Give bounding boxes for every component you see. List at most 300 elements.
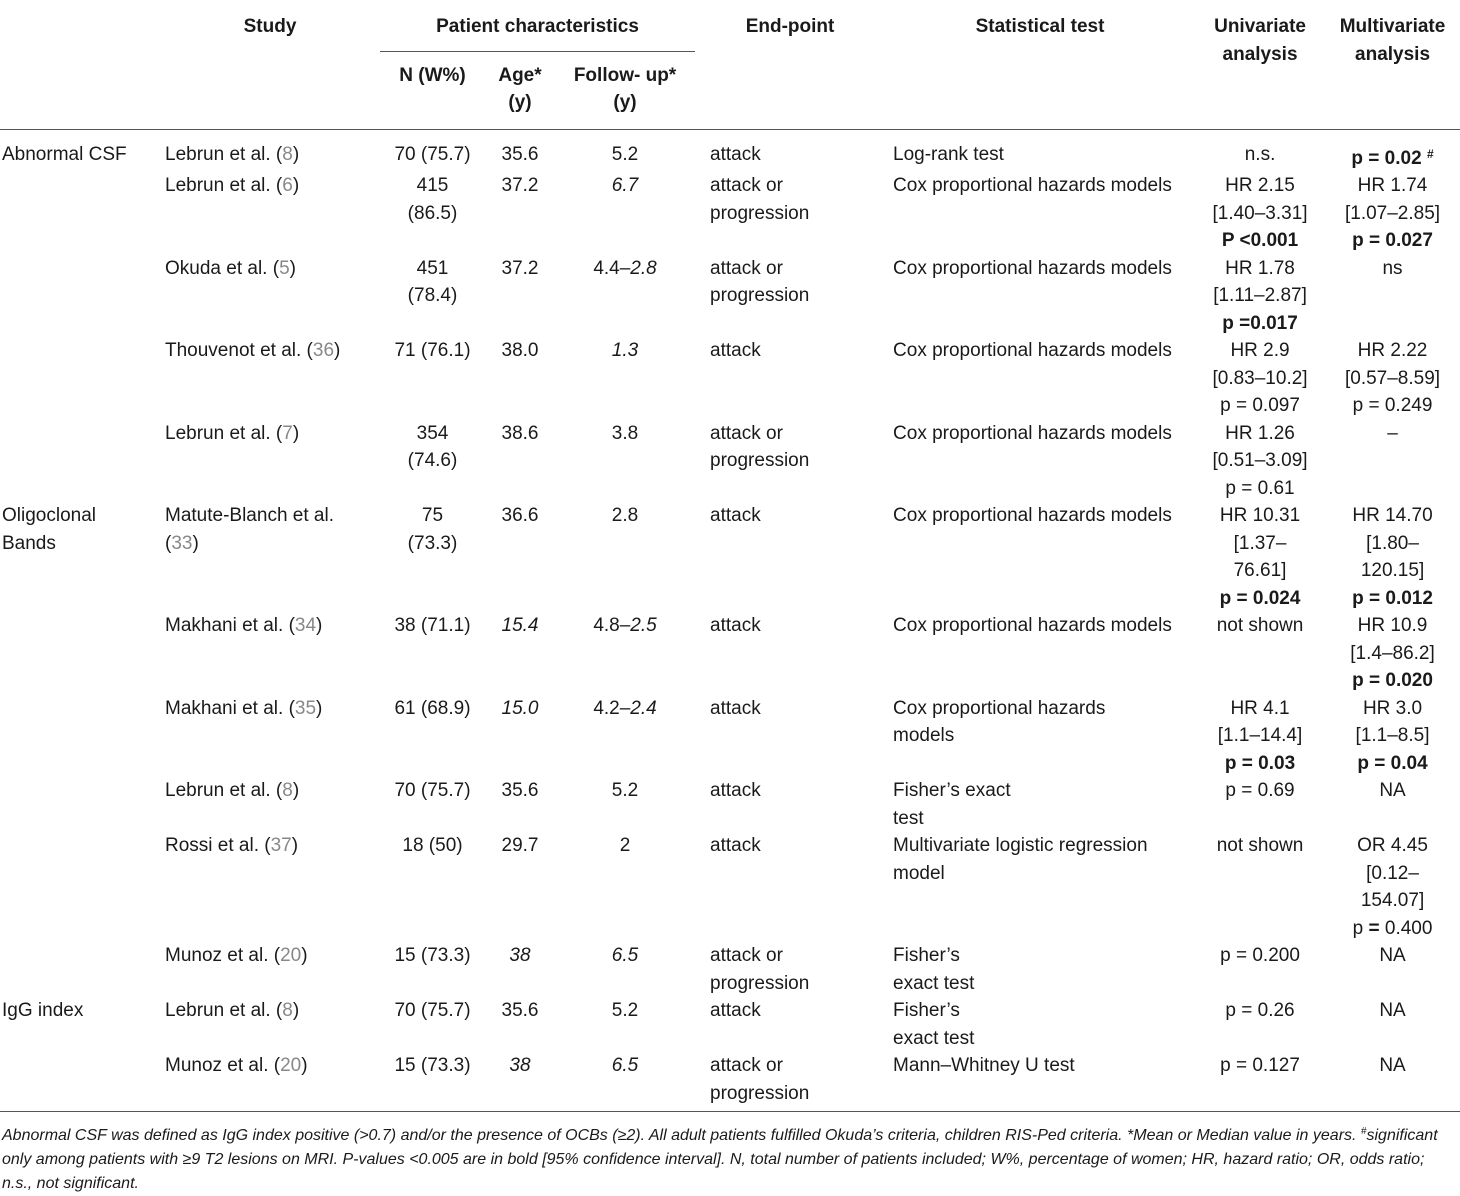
table-row	[0, 777, 1460, 832]
cell-line: Mann–Whitney U test	[893, 1055, 1075, 1076]
age-cell	[485, 1052, 555, 1112]
cell-line: HR 4.1	[1230, 697, 1290, 719]
study-name: Rossi et al. (	[165, 835, 271, 856]
multivariate-cell	[1325, 777, 1460, 832]
cell-line: progression	[710, 972, 810, 994]
cell-line: p = 0.012	[1352, 587, 1433, 609]
study-cell	[160, 777, 380, 832]
cell-line: progression	[710, 1082, 810, 1104]
follow-up-cell	[555, 502, 695, 612]
header-follow-up-unit: (y)	[613, 92, 637, 113]
univariate-cell	[1195, 777, 1325, 832]
cell-line: p = 0.200	[1220, 945, 1300, 966]
univariate-cell	[1195, 695, 1325, 778]
statistical-test-cell	[885, 1052, 1195, 1112]
follow-up-value	[555, 141, 695, 169]
statistical-test-cell	[885, 612, 1195, 695]
study-ref[interactable]: 33	[171, 532, 193, 554]
cell-line: Bands	[2, 532, 56, 554]
header-univariate-line1: Univariate	[1214, 16, 1306, 37]
footnote-part2: significant only among patients with ≥9 T2 lesions on MRI. P-values <0.005 are in bold [95% confidence interval]. N, total number of patients included; W%, percentage of women; HR, hazard ratio; OR, odds ratio; n.s., not significant.	[2, 1127, 1438, 1192]
table-row	[0, 942, 1460, 997]
study-ref-line	[165, 255, 380, 283]
statistical-test-cell	[885, 172, 1195, 255]
multi-value: HR 3.0	[1362, 697, 1423, 719]
cell-line: attack or	[710, 422, 783, 444]
cell-line: Cox proportional hazards models	[893, 340, 1172, 361]
cell-line	[1325, 1052, 1460, 1080]
cell-line: Oligoclonal	[2, 505, 96, 526]
cell-line: Log-rank test	[893, 143, 1004, 165]
study-ref[interactable]: 20	[280, 945, 302, 966]
study-ref[interactable]: 7	[282, 422, 293, 444]
cell-line	[1325, 997, 1460, 1025]
follow-up-a: 4.2–	[593, 697, 631, 719]
table-row	[0, 502, 1460, 612]
multi-value: NA	[1379, 780, 1406, 801]
study-paren-close: )	[292, 1000, 300, 1021]
table-body	[0, 129, 1460, 1112]
statistical-test-cell	[885, 695, 1195, 778]
univariate-cell	[1195, 420, 1325, 503]
univariate-cell	[1195, 337, 1325, 420]
cell-line: HR 10.31	[1219, 505, 1301, 526]
cell-line: [1.11–2.87]	[1213, 285, 1307, 306]
age-cell	[485, 420, 555, 503]
table-row	[0, 255, 1460, 338]
study-ref[interactable]: 36	[312, 340, 335, 361]
multi-value: ns	[1382, 257, 1403, 279]
cell-line: HR 1.78	[1225, 257, 1295, 279]
study-paren-close: )	[301, 1055, 308, 1076]
study-ref[interactable]: 8	[282, 780, 293, 801]
header-group	[0, 0, 160, 129]
follow-up-value	[555, 255, 695, 283]
multi-value: OR 4.45	[1357, 835, 1428, 856]
study-ref[interactable]: 37	[270, 835, 292, 856]
study-name: Lebrun et al. (	[165, 780, 283, 801]
end-point-cell	[695, 172, 885, 255]
header-patient-characteristics: Patient characteristics	[380, 0, 695, 51]
group-cell	[0, 129, 160, 172]
cell-line: 15 (73.3)	[394, 945, 471, 966]
age-cell	[485, 337, 555, 420]
study-ref[interactable]: 35	[294, 697, 317, 719]
age-cell	[485, 172, 555, 255]
cell-line: p = 0.249	[1352, 395, 1433, 416]
study-name: Lebrun et al. (	[165, 1000, 283, 1021]
study-paren-close: )	[291, 835, 299, 856]
cell-line: Cox proportional hazards models	[893, 175, 1172, 196]
header-study: Study	[160, 0, 380, 129]
cell-line: 451	[416, 257, 449, 279]
cell-line: [1.07–2.85]	[1344, 202, 1441, 224]
follow-up-b: 6.5	[611, 945, 639, 966]
age-cell	[485, 255, 555, 338]
age-value: 38.6	[501, 422, 539, 444]
follow-up-cell	[555, 129, 695, 172]
statistical-test-cell	[885, 337, 1195, 420]
multi-p-a: p	[1352, 917, 1369, 939]
univariate-cell	[1195, 942, 1325, 997]
study-ref[interactable]: 8	[282, 1000, 293, 1021]
study-cell	[160, 255, 380, 338]
age-value: 37.2	[501, 257, 539, 279]
group-cell	[0, 337, 160, 420]
multivariate-cell	[1325, 942, 1460, 997]
multi-sup: #	[1426, 146, 1434, 161]
age-value: 35.6	[501, 1000, 539, 1021]
n-cell	[380, 997, 485, 1052]
cell-line: attack	[710, 615, 761, 636]
univariate-cell	[1195, 255, 1325, 338]
multi-value: HR 1.74	[1357, 175, 1428, 196]
cell-line: progression	[710, 450, 810, 471]
cell-line	[1325, 502, 1460, 530]
cell-line: p =0.017	[1222, 312, 1298, 334]
cell-line: [0.57–8.59]	[1344, 367, 1441, 389]
header-age	[485, 51, 555, 129]
cell-line	[1325, 141, 1460, 173]
age-value: 35.6	[501, 780, 539, 801]
study-ref[interactable]: 20	[280, 1055, 302, 1076]
cell-line: p = 0.04	[1357, 752, 1428, 774]
statistical-test-cell	[885, 832, 1195, 942]
cell-line: Fisher’s	[893, 1000, 960, 1021]
table-row	[0, 997, 1460, 1052]
age-value: 36.6	[501, 505, 539, 526]
age-cell	[485, 695, 555, 778]
age-cell	[485, 777, 555, 832]
multivariate-cell	[1325, 502, 1460, 612]
follow-up-b: 1.3	[611, 340, 639, 361]
cell-line: 75	[421, 505, 444, 526]
study-ref-line	[165, 777, 380, 805]
group-cell	[0, 942, 160, 997]
table-row	[0, 612, 1460, 695]
follow-up-value	[555, 612, 695, 640]
statistical-test-cell	[885, 420, 1195, 503]
cell-line: 15 (73.3)	[394, 1055, 471, 1076]
group-cell	[0, 502, 160, 612]
study-cell	[160, 997, 380, 1052]
follow-up-a: 2.8	[611, 505, 639, 526]
follow-up-cell	[555, 420, 695, 503]
cell-line: Cox proportional hazards models	[893, 505, 1172, 526]
header-n-w: N (W%)	[380, 51, 485, 129]
cell-line	[1325, 255, 1460, 283]
follow-up-a: 5.2	[611, 143, 639, 165]
study-name: Lebrun et al. (	[165, 422, 283, 444]
multivariate-cell	[1325, 1052, 1460, 1112]
cell-line: Fisher’s exact	[893, 780, 1011, 801]
study-ref-line	[165, 1052, 380, 1080]
cell-line: models	[893, 725, 955, 746]
cell-line: HR 2.15	[1225, 175, 1295, 196]
multi-value: NA	[1379, 945, 1406, 966]
study-ref-line	[165, 832, 380, 860]
multivariate-cell	[1325, 612, 1460, 695]
follow-up-cell	[555, 942, 695, 997]
header-follow-up	[555, 51, 695, 129]
cell-line	[1325, 832, 1460, 860]
cell-line: HR 1.26	[1225, 422, 1295, 444]
study-paren-close: )	[301, 945, 308, 966]
cell-line: 76.61]	[1233, 560, 1287, 581]
header-univariate-line2: analysis	[1222, 43, 1298, 65]
cell-line: Cox proportional hazards	[893, 697, 1106, 719]
cell-line: 38 (71.1)	[394, 615, 471, 636]
follow-up-a: 4.4–	[593, 257, 631, 279]
table-row	[0, 832, 1460, 942]
end-point-cell	[695, 695, 885, 778]
end-point-cell	[695, 942, 885, 997]
study-paren-close: )	[292, 422, 300, 444]
n-cell	[380, 1052, 485, 1112]
group-cell	[0, 777, 160, 832]
age-cell	[485, 997, 555, 1052]
multivariate-cell	[1325, 337, 1460, 420]
follow-up-value	[555, 832, 695, 860]
n-cell	[380, 420, 485, 503]
cell-line: attack	[710, 697, 761, 719]
study-paren: (	[165, 532, 172, 554]
table-row	[0, 695, 1460, 778]
cell-line: n.s.	[1244, 143, 1276, 165]
cell-line: [0.83–10.2]	[1212, 367, 1308, 389]
cell-line: Fisher’s	[893, 945, 960, 966]
multi-value: –	[1387, 422, 1398, 444]
cell-line: p = 0.020	[1352, 670, 1433, 691]
cell-line: 70 (75.7)	[394, 780, 471, 801]
follow-up-cell	[555, 997, 695, 1052]
study-cell	[160, 420, 380, 503]
univariate-cell	[1195, 129, 1325, 172]
cell-line	[1325, 337, 1460, 365]
cell-line: Multivariate logistic regression	[893, 835, 1148, 856]
group-cell	[0, 997, 160, 1052]
header-multivariate	[1325, 0, 1460, 129]
age-cell	[485, 502, 555, 612]
cell-line: [0.51–3.09]	[1212, 450, 1308, 471]
cell-line	[1325, 777, 1460, 805]
follow-up-value	[555, 777, 695, 805]
study-ref[interactable]: 5	[279, 257, 290, 279]
end-point-cell	[695, 832, 885, 942]
cell-line: exact test	[893, 1027, 975, 1049]
study-name: Lebrun et al. (	[165, 143, 283, 165]
cell-line: not shown	[1216, 615, 1304, 636]
study-ref[interactable]: 6	[282, 175, 293, 196]
statistical-test-cell	[885, 777, 1195, 832]
cell-line: Cox proportional hazards models	[893, 257, 1172, 279]
study-ref-line	[165, 942, 380, 970]
cell-line: [1.1–14.4]	[1217, 725, 1303, 746]
end-point-cell	[695, 777, 885, 832]
study-cell	[160, 129, 380, 172]
end-point-cell	[695, 337, 885, 420]
study-name: Thouvenot et al. (	[165, 340, 313, 361]
cell-line: HR 2.9	[1230, 340, 1290, 361]
follow-up-value	[555, 695, 695, 723]
multi-value: NA	[1379, 1000, 1406, 1021]
cell-line: (78.4)	[407, 285, 458, 306]
cell-line: 154.07]	[1360, 890, 1425, 911]
multi-value: HR 2.22	[1357, 340, 1428, 361]
cell-line: IgG index	[2, 1000, 84, 1021]
table-row	[0, 129, 1460, 172]
multi-value: NA	[1379, 1055, 1406, 1076]
n-cell	[380, 337, 485, 420]
group-cell	[0, 255, 160, 338]
cell-line: 415	[416, 175, 449, 196]
n-cell	[380, 612, 485, 695]
age-value: 35.6	[501, 143, 539, 165]
cell-line: p = 0.69	[1225, 780, 1295, 801]
cell-line: [0.12–	[1366, 862, 1419, 884]
multi-value: HR 14.70	[1352, 505, 1433, 526]
follow-up-value	[555, 1052, 695, 1080]
follow-up-b: 2.5	[630, 615, 657, 636]
header-end-point: End-point	[695, 0, 885, 129]
univariate-cell	[1195, 832, 1325, 942]
multivariate-cell	[1325, 129, 1460, 172]
cell-line: progression	[710, 285, 810, 306]
study-ref[interactable]: 8	[282, 143, 293, 165]
cell-line: attack	[710, 340, 761, 361]
n-cell	[380, 942, 485, 997]
header-statistical-test: Statistical test	[885, 0, 1195, 129]
study-paren-close: )	[334, 340, 341, 361]
age-cell	[485, 832, 555, 942]
cell-line: model	[893, 862, 945, 884]
follow-up-b: 6.5	[611, 1055, 639, 1076]
cell-line: p = 0.024	[1219, 587, 1301, 609]
age-value: 15.0	[501, 697, 539, 719]
n-cell	[380, 777, 485, 832]
statistical-test-cell	[885, 502, 1195, 612]
univariate-cell	[1195, 612, 1325, 695]
study-ref[interactable]: 34	[294, 615, 317, 636]
end-point-cell	[695, 129, 885, 172]
cell-line: p = 0.127	[1220, 1055, 1300, 1076]
cell-line: [1.1–8.5]	[1355, 725, 1430, 746]
multivariate-cell	[1325, 420, 1460, 503]
cell-line: p = 0.03	[1224, 752, 1296, 774]
cell-line: p = 0.097	[1220, 395, 1300, 416]
group-cell	[0, 420, 160, 503]
follow-up-value	[555, 997, 695, 1025]
univariate-cell	[1195, 997, 1325, 1052]
cell-line: attack or	[710, 1055, 783, 1076]
univariate-cell	[1195, 172, 1325, 255]
study-cell	[160, 1052, 380, 1112]
cell-line	[1325, 915, 1460, 943]
study-paren-close: )	[316, 615, 323, 636]
age-value: 15.4	[501, 615, 539, 636]
cell-line: p = 0.26	[1225, 1000, 1295, 1021]
statistical-test-cell	[885, 129, 1195, 172]
cell-line: [1.4–86.2]	[1350, 642, 1435, 664]
group-cell	[0, 832, 160, 942]
study-name: Munoz et al. (	[165, 945, 281, 966]
study-cell	[160, 172, 380, 255]
follow-up-cell	[555, 777, 695, 832]
n-cell	[380, 502, 485, 612]
cell-line: (86.5)	[407, 202, 458, 224]
cell-line	[1325, 942, 1460, 970]
study-name: Okuda et al. (	[165, 257, 280, 279]
cell-line: 18 (50)	[402, 835, 463, 856]
follow-up-cell	[555, 832, 695, 942]
group-cell	[0, 172, 160, 255]
age-value: 37.2	[501, 175, 539, 196]
header-follow-up-label: Follow- up*	[573, 64, 677, 86]
cell-line: 70 (75.7)	[394, 1000, 471, 1021]
header-age-label: Age*	[498, 64, 542, 86]
table-row	[0, 337, 1460, 420]
cell-line: Abnormal CSF	[2, 143, 127, 165]
cell-line: 354	[416, 422, 449, 444]
cell-line: attack	[710, 1000, 761, 1021]
multi-p-b: =	[1368, 917, 1380, 939]
cell-line: [1.80–	[1366, 532, 1419, 554]
univariate-cell	[1195, 502, 1325, 612]
group-cell	[0, 612, 160, 695]
follow-up-b: 2.4	[630, 697, 657, 719]
study-ref-line	[165, 172, 380, 200]
statistical-test-cell	[885, 255, 1195, 338]
follow-up-value	[555, 420, 695, 448]
follow-up-cell	[555, 337, 695, 420]
n-cell	[380, 832, 485, 942]
follow-up-value	[555, 502, 695, 530]
study-name: Matute-Blanch et al.	[165, 505, 334, 526]
study-name: Makhani et al. (	[165, 615, 295, 636]
follow-up-cell	[555, 255, 695, 338]
study-ref-line	[165, 420, 380, 448]
cell-line	[1325, 172, 1460, 200]
follow-up-value	[555, 942, 695, 970]
study-ref-line	[165, 695, 380, 723]
age-value: 29.7	[501, 835, 539, 856]
n-cell	[380, 695, 485, 778]
n-cell	[380, 255, 485, 338]
study-ref-line	[165, 530, 380, 558]
multivariate-cell	[1325, 997, 1460, 1052]
multi-p-c: 0.400	[1379, 917, 1433, 939]
study-ref-line	[165, 612, 380, 640]
follow-up-a: 2	[619, 835, 631, 856]
follow-up-b: 2.8	[630, 257, 657, 279]
study-ref-line	[165, 141, 380, 169]
age-cell	[485, 129, 555, 172]
group-cell	[0, 695, 160, 778]
cell-line: progression	[710, 202, 810, 224]
follow-up-a: 5.2	[611, 1000, 639, 1021]
follow-up-cell	[555, 172, 695, 255]
study-paren-close: )	[292, 780, 300, 801]
cell-line: attack or	[710, 945, 783, 966]
study-ref-line	[165, 997, 380, 1025]
study-cell	[160, 337, 380, 420]
age-cell	[485, 942, 555, 997]
cell-line: [1.37–	[1233, 532, 1287, 554]
multivariate-cell	[1325, 172, 1460, 255]
age-value: 38	[509, 1055, 531, 1076]
cell-line: 70 (75.7)	[394, 143, 471, 165]
follow-up-a: 4.8–	[593, 615, 631, 636]
